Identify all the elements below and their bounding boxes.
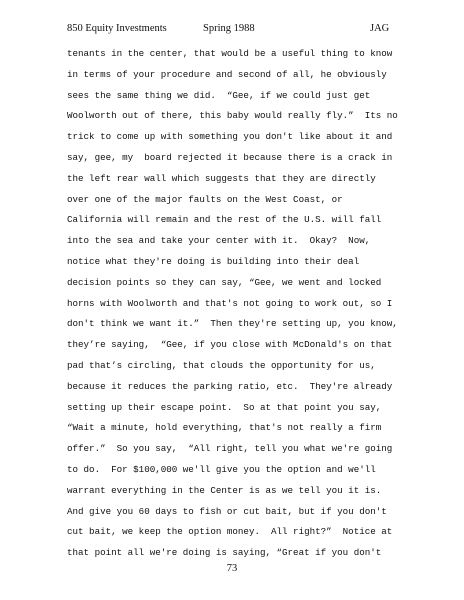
- text-line: decision points so they can say, “Gee, we went and locked: [67, 276, 382, 288]
- header-term: Spring 1988: [203, 23, 255, 34]
- text-line: in terms of your procedure and second of all, he obviously: [67, 68, 387, 80]
- text-line: say, gee, my board rejected it because there is a crack in: [67, 151, 393, 163]
- text-line: And give you 60 days to fish or cut bait, but if you don't: [67, 505, 387, 517]
- text-line: “Wait a minute, hold everything, that's not really a firm: [67, 422, 382, 434]
- text-line: pad that’s circling, that clouds the opportunity for us,: [67, 359, 376, 371]
- text-line: because it reduces the parking ratio, etc. They're already: [67, 380, 393, 392]
- text-line: into the sea and take your center with it. Okay? Now,: [67, 235, 371, 247]
- text-line: notice what they're doing is building into their deal: [67, 255, 360, 267]
- text-line: sees the same thing we did. “Gee, if we could just get: [67, 89, 371, 101]
- page-header: [0, 21, 464, 37]
- text-line: setting up their escape point. So at that point you say,: [67, 401, 382, 413]
- header-course-title: 850 Equity Investments: [67, 23, 167, 34]
- header-initials: JAG: [370, 23, 390, 34]
- text-line: don't think we want it.” Then they're setting up, you know,: [67, 318, 398, 330]
- text-line: to do. For $100,000 we'll give you the option and we'll: [67, 463, 376, 475]
- text-line: tenants in the center, that would be a useful thing to know: [67, 48, 393, 59]
- text-line: the left rear wall which suggests that they are directly: [67, 172, 376, 184]
- transcript-body: [67, 44, 412, 564]
- text-line: horns with Woolworth and that's not going to work out, so I: [67, 297, 393, 309]
- text-line: Woolworth out of there, this baby would really fly.” Its no: [67, 110, 398, 122]
- text-line: trick to come up with something you don't like about it and: [67, 131, 393, 143]
- text-line: cut bait, we keep the option money. All right?” Notice at: [67, 526, 393, 538]
- text-line: California will remain and the rest of the U.S. will fall: [67, 214, 382, 226]
- text-line: warrant everything in the Center is as we tell you it is.: [67, 484, 382, 496]
- text-line: offer.” So you say, “All right, tell you what we're going: [67, 443, 393, 455]
- text-line: over one of the major faults on the West Coast, or: [67, 193, 343, 205]
- text-line: that point all we're doing is saying, “Great if you don't: [67, 547, 382, 559]
- page-number: 73: [226, 563, 238, 574]
- text-line: they’re saying, “Gee, if you close with McDonald's on that: [67, 339, 393, 351]
